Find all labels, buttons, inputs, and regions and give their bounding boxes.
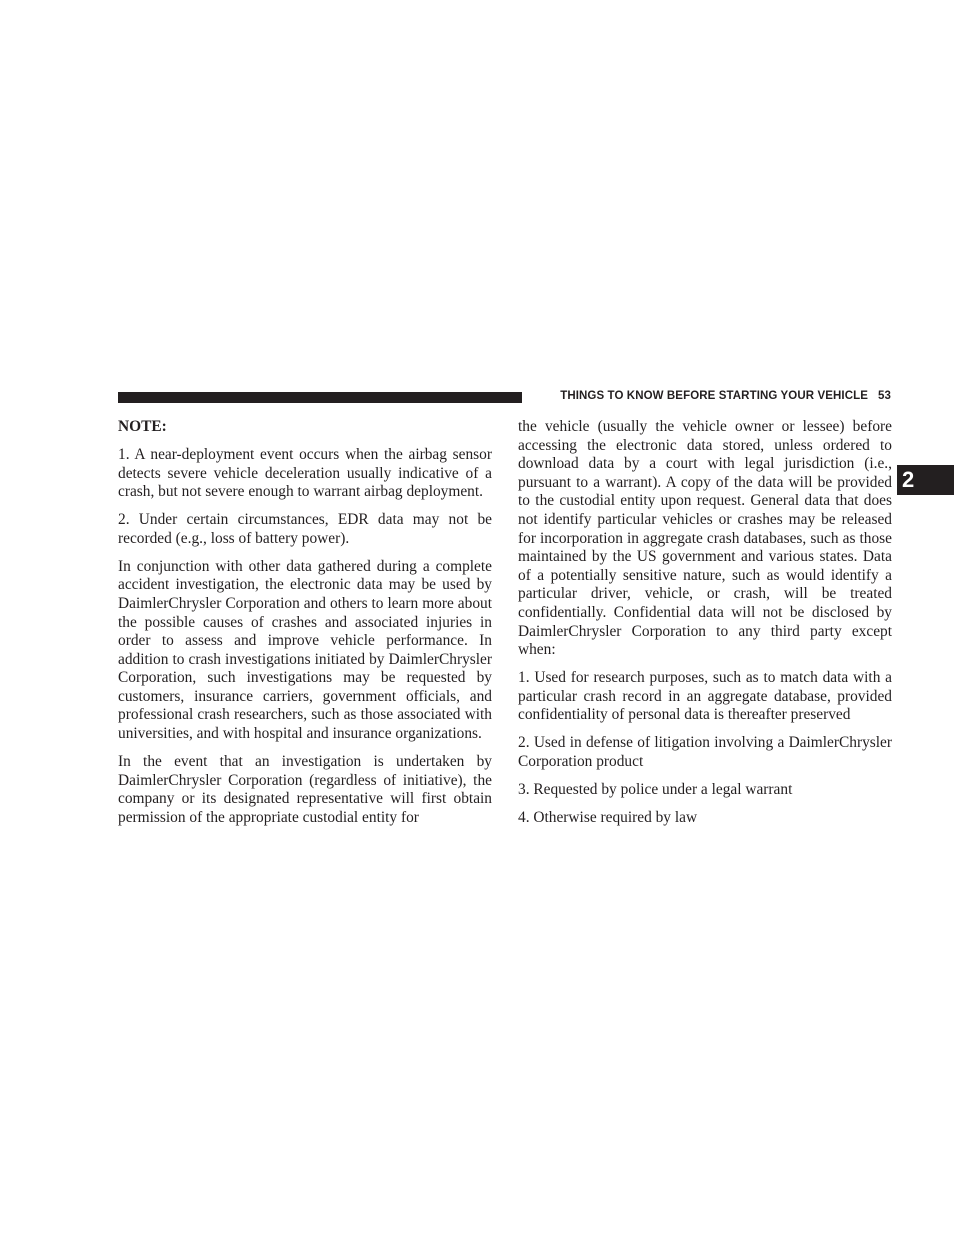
- note-item-1: 1. A near-deployment event occurs when the airbag sensor detects severe vehicle deceleration usually indicative of a crash, but not severe enough to warrant airbag deployment.: [118, 445, 492, 501]
- list-item: 1. Used for research purposes, such as to match data with a particular crash record in an aggregate database, provided confidentiality of personal data is thereafter preserved: [518, 669, 892, 724]
- page-number: 53: [878, 390, 891, 402]
- list-item: 2. Used in defense of litigation involving a DaimlerChrysler Corporation product: [518, 734, 892, 770]
- list-item: 4. Otherwise required by law: [518, 808, 698, 826]
- list-item: 3. Requested by police under a legal warrant: [518, 780, 793, 798]
- body-paragraph: In conjunction with other data gathered during a complete accident investigation, the electronic data may be used by DaimlerChrysler Corporation and others to learn more about the possible causes of crashes and associated injuries in order to assess and improve vehicle performance. In addition to crash investigations initiated by DaimlerChrysler Corporation, such investigations may be requested by customers, insurance carriers, government officials, and professional crash researchers, such as those associated with universities, and with hospital and insurance organizations.: [118, 557, 492, 743]
- body-paragraph: In the event that an investigation is undertaken by DaimlerChrysler Corporation (regardless of initiative), the company or its designated representative will first obtain permission of the appropriate custodial entity for: [118, 753, 492, 826]
- note-heading: NOTE:: [118, 418, 167, 435]
- chapter-tab: 2: [897, 465, 954, 495]
- left-column: [118, 418, 492, 837]
- note-item-2: 2. Under certain circumstances, EDR data may not be recorded (e.g., loss of battery power).: [118, 511, 492, 547]
- running-header: [560, 390, 891, 402]
- right-column: [518, 418, 892, 837]
- section-title: THINGS TO KNOW BEFORE STARTING YOUR VEHICLE: [560, 390, 868, 402]
- header-rule: [118, 392, 522, 403]
- body-paragraph: the vehicle (usually the vehicle owner or lessee) before accessing the electronic data stored, unless ordered to download data by a court with legal jurisdiction (i.e., pursuant to a warrant). A copy of the data will be provided to the custodial entity upon request. General data that does not identify particular vehicles or crashes may be released for incorporation in aggregate crash databases, such as those maintained by the US government and various states. Data of a potentially sensitive nature, such as would identify a particular driver, vehicle, or crash, will be treated confidentially. Confidential data will not be disclosed by DaimlerChrysler Corporation to any third party except when:: [518, 418, 892, 659]
